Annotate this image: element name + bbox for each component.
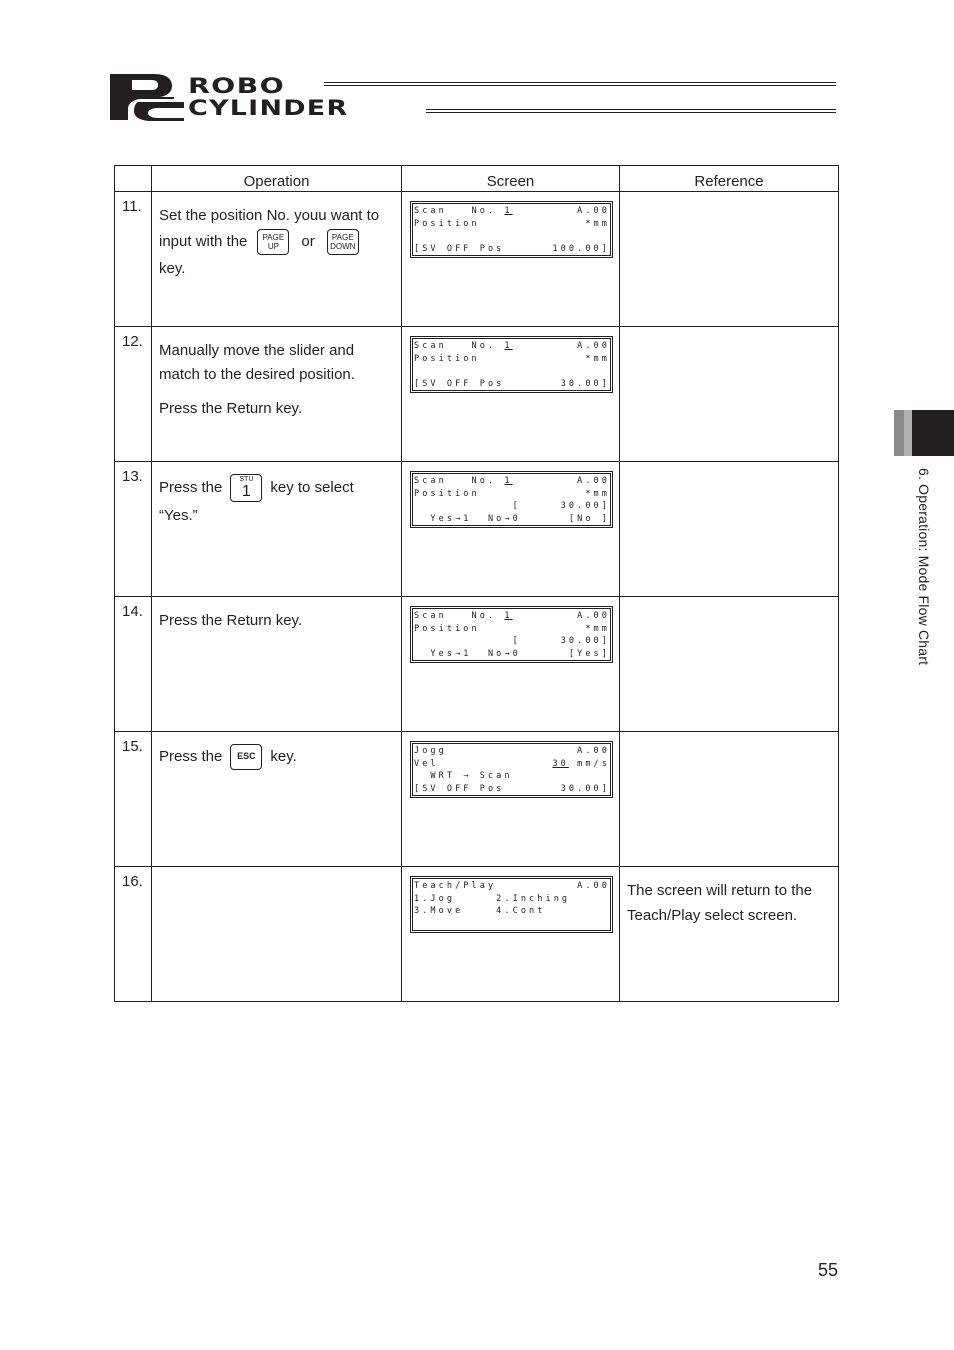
reference-cell [620,732,839,867]
step-number: 14. [115,597,152,732]
operation-text: key. [270,747,297,765]
chapter-tab-marker [894,410,954,456]
operation-cell [152,732,402,867]
rc-logo-icon [108,72,186,122]
lcd-line: 1.Jog 2.Inching [414,893,571,904]
screen-cell [402,192,620,327]
screen-cell [402,597,620,732]
brand-name-line1: ROBO [188,74,286,98]
operation-text: or [301,232,315,250]
lcd-screen [410,336,613,393]
lcd-line: Position *mm [414,353,610,364]
lcd-line: Yes→1 No→0 [Yes] [414,648,610,659]
step-number: 11. [115,192,152,327]
page-down-key: PAGE DOWN [327,229,359,255]
lcd-line: Vel 30 mm/s [414,758,610,769]
screen-cell [402,462,620,597]
esc-key: ESC [230,744,262,770]
lcd-line: [ 30.00] [414,636,610,646]
lcd-line: Teach/Play A.00 [414,881,610,891]
lcd-screen [410,741,613,798]
operation-text: “Yes.” [159,507,198,524]
operation-text: Manually move the slider and [159,342,355,359]
operation-cell [152,327,402,462]
table-row [115,327,839,462]
lcd-line: Scan No. 1 A.00 [414,206,610,216]
operation-text: Press the Return key. [159,400,303,417]
page-number: 55 [818,1260,839,1280]
operation-text: Press the Return key. [159,612,303,629]
screen-cell [402,867,620,1002]
operation-text-line [159,474,395,502]
lcd-line: Position *mm [414,623,610,634]
lcd-line: [SV OFF Pos 30.00] [414,783,610,794]
lcd-line [414,365,610,378]
operation-text: Press the [159,747,223,765]
table-row [115,867,839,1002]
page-up-key: PAGE UP [257,229,289,255]
operation-text: input with the [159,232,248,250]
operation-cell [152,867,402,1002]
lcd-screen [410,201,613,258]
key-1-stu: STU 1 [230,474,262,502]
table-row [115,462,839,597]
lcd-line: Scan No. 1 A.00 [414,611,610,621]
table-header-row [115,166,839,192]
reference-cell [620,597,839,732]
lcd-line: WRT → Scan [414,771,513,781]
reference-cell [620,462,839,597]
operation-table [114,165,839,1002]
header-rule-bottom [426,109,836,113]
lcd-line: Scan No. 1 A.00 [414,341,610,351]
lcd-screen [410,471,613,528]
lcd-line: 3.Move 4.Cont [414,906,546,916]
operation-text: key to select [270,478,354,496]
operation-cell [152,192,402,327]
header-step [115,166,152,192]
lcd-line: Scan No. 1 A.00 [414,476,610,486]
screen-cell [402,732,620,867]
lcd-line: Yes→1 No→0 [No ] [414,513,610,524]
operation-text-line [159,744,395,770]
step-number: 15. [115,732,152,867]
header-operation: Operation [152,166,402,192]
operation-cell [152,462,402,597]
lcd-line: [SV OFF Pos 30.00] [414,378,610,389]
table-row [115,732,839,867]
step-number: 12. [115,327,152,462]
lcd-line: Jogg A.00 [414,746,610,756]
lcd-line: [ 30.00] [414,501,610,511]
reference-cell [620,327,839,462]
table-row [115,597,839,732]
lcd-line: [SV OFF Pos 100.00] [414,243,610,254]
chapter-side-label: 6. Operation: Mode Flow Chart [916,468,932,666]
header-reference: Reference [620,166,839,192]
operation-cell [152,597,402,732]
lcd-line [414,230,610,243]
brand-logo [108,72,838,124]
operation-text: match to the desired position. [159,366,355,383]
operation-text: key. [159,260,186,277]
header-screen: Screen [402,166,620,192]
step-number: 13. [115,462,152,597]
table-row [115,192,839,327]
lcd-screen [410,606,613,663]
step-number: 16. [115,867,152,1002]
operation-text: Set the position No. youu want to [159,207,380,224]
operation-text: Press the [159,478,223,496]
lcd-line: Position *mm [414,218,610,229]
screen-cell [402,327,620,462]
header-rule-top [324,82,836,86]
reference-text: Teach/Play select screen. [627,907,798,924]
brand-name-line2: CYLINDER [188,96,349,120]
lcd-screen [410,876,613,933]
reference-cell [620,867,839,1002]
reference-cell [620,192,839,327]
operation-text-line [159,229,395,255]
lcd-line: Position *mm [414,488,610,499]
reference-text: The screen will return to the [627,882,813,899]
